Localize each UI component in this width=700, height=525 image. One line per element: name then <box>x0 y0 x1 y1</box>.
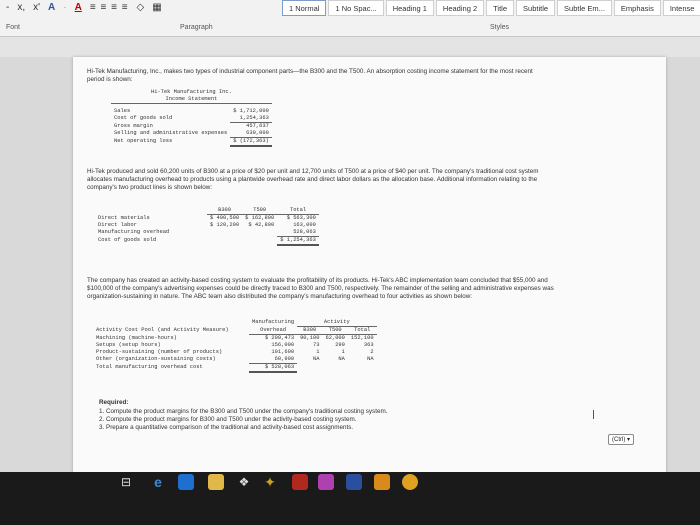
ruler-band <box>0 37 700 57</box>
edge-icon[interactable]: e <box>154 474 162 490</box>
table-row: Other (organization-sustaining costs) 60,900 NA NA NA <box>96 356 374 363</box>
style-title[interactable]: Title <box>486 0 514 16</box>
highlight-button[interactable]: · <box>63 2 67 13</box>
dropbox-icon[interactable]: ❖ <box>238 475 250 489</box>
income-company: Hi-Tek Manufacturing Inc. <box>150 89 232 95</box>
word-icon[interactable] <box>346 474 362 490</box>
style-subtitle[interactable]: Subtitle <box>516 0 555 16</box>
table-row: Setups (setup hours) 156,000 73 290 363 <box>96 342 374 348</box>
borders-icon[interactable]: ▦ <box>152 2 162 13</box>
group-font-label: Font <box>6 24 21 31</box>
required-item-1: 1. Compute the product margins for the B300 and T500 under the company's traditional costing system. <box>99 408 388 415</box>
chrome-icon[interactable] <box>402 474 418 490</box>
income-statement-table <box>111 89 272 147</box>
table-row: Product-sustaining (number of products) 101,600 1 1 2 <box>96 349 374 355</box>
app-icon-red[interactable] <box>292 474 308 490</box>
income-title: Income Statement <box>111 96 272 104</box>
style-heading-2[interactable]: Heading 2 <box>436 0 484 16</box>
table-row: Selling and administrative expenses 630,000 <box>111 130 272 138</box>
abc-paragraph: The company has created an activity-based costing system to evaluate the profitability of its products. Hi-Tek's ABC implementation team concluded that $55,000 and $100,000 of the company's advertising expenses could be directly traced to B300 and T500, respectively. The remainder of the selling and administrative expenses was organization-sustaining in nature. The ABC team also distributed the company's manufacturing overhead to four activities as shown below: <box>87 277 554 301</box>
font-tools <box>4 2 164 13</box>
style-normal[interactable]: 1 Normal <box>282 0 326 16</box>
table-row: Cost of goods sold 1,254,363 <box>111 115 272 123</box>
table-header-row: B300 T500 Total <box>95 207 319 215</box>
style-emphasis[interactable]: Emphasis <box>614 0 661 16</box>
ribbon <box>0 0 700 37</box>
table-row: Gross margin 457,637 <box>114 122 269 129</box>
subscript-button[interactable]: x, <box>17 2 26 13</box>
table-row: Direct labor $ 120,200 $ 42,800 163,000 <box>98 222 316 228</box>
styles-gallery <box>282 0 700 16</box>
required-title: Required: <box>99 399 129 406</box>
table-header-row: Activity Cost Pool (and Activity Measure) Overhead B300 T500 Total <box>93 327 377 335</box>
align-icons[interactable]: ≡ ≡ ≡ ≡ <box>89 2 129 13</box>
table-row: Sales $ 1,712,000 <box>114 108 269 114</box>
pin-icon[interactable]: ✦ <box>264 474 276 490</box>
file-explorer-icon[interactable] <box>208 474 224 490</box>
superscript-button[interactable]: x' <box>33 2 41 13</box>
activity-table <box>93 319 377 373</box>
style-no-spacing[interactable]: 1 No Spac... <box>328 0 383 16</box>
table-header-row: Manufacturing Activity <box>93 319 377 327</box>
group-paragraph-label: Paragraph <box>180 24 213 31</box>
required-item-3: 3. Prepare a quantitative comparison of the traditional and activity-based cost assignments. <box>99 424 354 431</box>
font-tool-0[interactable]: - <box>6 2 10 13</box>
app-icon-purple[interactable] <box>318 474 334 490</box>
group-styles-label: Styles <box>490 24 510 31</box>
app-icon-orange[interactable] <box>374 474 390 490</box>
document-page[interactable] <box>73 57 666 475</box>
paste-options-button[interactable]: (Ctrl) ▾ <box>608 434 634 445</box>
required-item-2: 2. Compute the product margins for B300 and T500 under the activity-based costing system. <box>99 416 357 423</box>
style-subtle-emphasis[interactable]: Subtle Em... <box>557 0 612 16</box>
shading-icon[interactable]: ◇ <box>136 2 145 13</box>
product-paragraph: Hi-Tek produced and sold 60,200 units of B300 at a price of $20 per unit and 12,700 units of T500 at a price of $40 per unit. The company's traditional cost system allocates manufacturing overhead to products using a plantwide overhead rate and direct labor dollars as the allocation base. Additional information relating to the company's two product lines is shown below: <box>87 168 539 192</box>
text-cursor <box>593 410 598 419</box>
table-row: Machining (machine-hours) $ 209,473 90,100 62,000 152,100 <box>96 334 374 341</box>
store-icon[interactable] <box>178 474 194 490</box>
table-row: Cost of goods sold $ 1,254,363 <box>95 237 319 246</box>
style-intense[interactable]: Intense <box>663 0 700 16</box>
font-color-button[interactable]: A <box>74 2 82 13</box>
table-row: Net operating loss $ (172,363) <box>111 138 272 147</box>
style-heading-1[interactable]: Heading 1 <box>386 0 434 16</box>
intro-paragraph: Hi-Tek Manufacturing, Inc., makes two types of industrial component parts—the B300 and the T500. An absorption costing income statement for the most recent period is shown: <box>87 68 533 84</box>
task-view-icon[interactable]: ⊟ <box>120 475 132 489</box>
product-table <box>95 207 319 246</box>
table-row: Manufacturing overhead 528,063 <box>95 229 319 237</box>
table-row: Total manufacturing overhead cost $ 528,063 <box>93 364 377 373</box>
text-effects-button[interactable]: A <box>48 2 56 13</box>
table-row: Direct materials $ 400,500 $ 162,800 $ 563,300 <box>98 214 316 221</box>
